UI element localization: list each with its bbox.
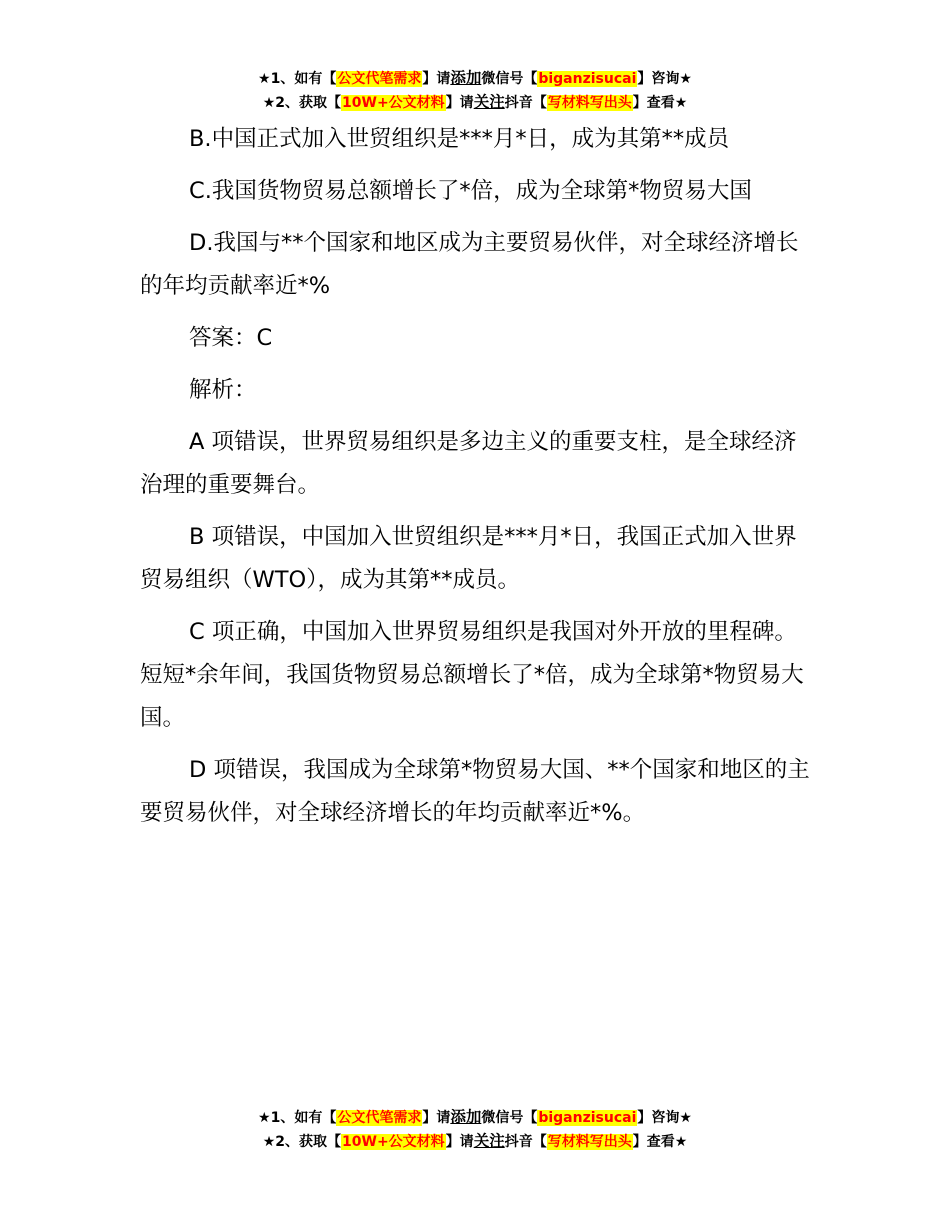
option-b: B.中国正式加入世贸组织是***月*日，成为其第**成员 xyxy=(189,126,730,152)
answer: 答案：C xyxy=(189,325,273,351)
footer-highlight-materials: 10W+公文材料 xyxy=(342,1134,445,1150)
analysis-a: A 项错误，世界贸易组织是多边主义的重要支柱，是全球经济治理的重要舞台。 xyxy=(140,429,797,498)
footer-banner xyxy=(0,1106,950,1154)
header-line-1-wechat-label: 微信号【 xyxy=(481,71,538,87)
header-banner xyxy=(0,67,950,115)
header-line-2-douyin-label: 抖音【 xyxy=(504,95,547,111)
header-highlight-materials: 10W+公文材料 xyxy=(342,95,445,111)
header-line-1-text: 】请 xyxy=(422,71,451,87)
header-highlight-wechat-id: biganzisucai xyxy=(538,71,637,87)
footer-highlight-douyin-id: 写材料写出头 xyxy=(547,1134,632,1150)
option-d: D.我国与**个国家和地区成为主要贸易伙伴，对全球经济增长的年均贡献率近*% xyxy=(140,230,799,299)
analysis-c: C 项正确，中国加入世界贸易组织是我国对外开放的里程碑。短短*余年间，我国货物贸易总额增长了*倍，成为全球第*物贸易大国。 xyxy=(140,619,804,731)
footer-line-2-suffix: 】查看★ xyxy=(632,1134,688,1150)
analysis-b: B 项错误，中国加入世贸组织是***月*日，我国正式加入世界贸易组织（WTO），成为其第**成员。 xyxy=(140,524,797,593)
footer-line-1-text: 】请 xyxy=(422,1110,451,1126)
footer-underline-add: 添加 xyxy=(450,1108,482,1126)
header-line-2-prefix: ★2、获取【 xyxy=(262,95,342,111)
footer-line-1-wechat-label: 微信号【 xyxy=(481,1110,538,1126)
header-underline-follow: 关注 xyxy=(473,93,505,111)
footer-underline-follow: 关注 xyxy=(473,1132,505,1150)
header-highlight-service: 公文代笔需求 xyxy=(337,71,422,87)
option-c: C.我国货物贸易总额增长了*倍，成为全球第*物贸易大国 xyxy=(189,178,752,204)
header-line-2-suffix: 】查看★ xyxy=(632,95,688,111)
analysis-heading: 解析： xyxy=(189,377,257,403)
footer-line-1-suffix: 】咨询★ xyxy=(637,1110,692,1126)
footer-line-2 xyxy=(0,1130,950,1154)
footer-line-1-prefix: ★1、如有【 xyxy=(258,1110,337,1126)
footer-line-2-text: 】请 xyxy=(445,1134,474,1150)
footer-line-2-douyin-label: 抖音【 xyxy=(504,1134,547,1150)
header-line-1-prefix: ★1、如有【 xyxy=(258,71,337,87)
header-line-2 xyxy=(0,91,950,115)
header-line-1 xyxy=(0,67,950,91)
footer-highlight-wechat-id: biganzisucai xyxy=(538,1110,637,1126)
header-underline-add: 添加 xyxy=(450,69,482,87)
analysis-d: D 项错误，我国成为全球第*物贸易大国、**个国家和地区的主要贸易伙伴，对全球经济增长的年均贡献率近*%。 xyxy=(140,757,810,826)
header-line-2-text: 】请 xyxy=(445,95,474,111)
footer-highlight-service: 公文代笔需求 xyxy=(337,1110,422,1126)
footer-line-2-prefix: ★2、获取【 xyxy=(262,1134,342,1150)
footer-line-1 xyxy=(0,1106,950,1130)
header-highlight-douyin-id: 写材料写出头 xyxy=(547,95,632,111)
header-line-1-suffix: 】咨询★ xyxy=(637,71,692,87)
document-body xyxy=(140,118,812,844)
